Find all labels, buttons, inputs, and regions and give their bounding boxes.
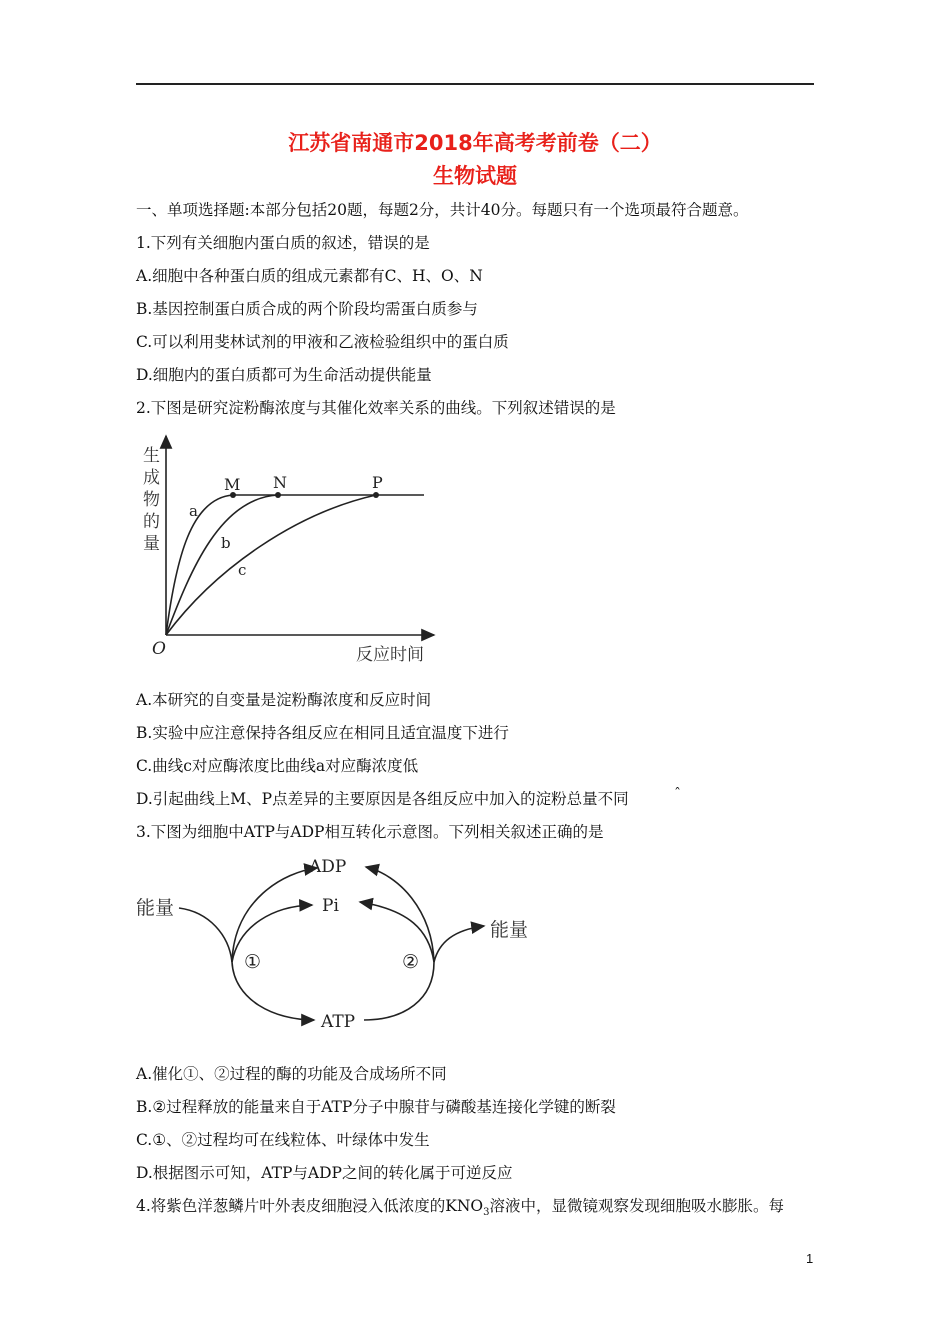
section-intro: 一、单项选择题:本部分包括20题，每题2分，共计40分。每题只有一个选项最符合题意。 [136,201,749,219]
q4-stem [136,1196,784,1223]
q1-option-a: A.细胞中各种蛋白质的组成元素都有C、H、O、N [136,267,483,285]
q3-arrow-adp [232,868,317,962]
q2-option-a: A.本研究的自变量是淀粉酶浓度和反应时间 [136,691,432,709]
q3-arrow-atp-split [364,962,434,1020]
page-number: 1 [806,1251,814,1266]
q2-ylabel-3: 物 [143,490,160,510]
q2-curve-figure [136,428,446,673]
q3-stem: 3.下图为细胞中ATP与ADP相互转化示意图。下列相关叙述正确的是 [136,823,604,841]
q3-arrow-energy-out [434,926,484,962]
q2-point-n [275,492,281,498]
q2-label-n: N [273,473,287,492]
q3-atp-cycle-figure [134,850,544,1035]
q2-ylabel-4: 的 [143,512,160,532]
q1-stem: 1.下列有关细胞内蛋白质的叙述，错误的是 [136,234,430,252]
q2-label-c: c [238,561,247,579]
q3-process2-label: ② [402,951,420,973]
q3-option-d: D.根据图示可知，ATP与ADP之间的转化属于可逆反应 [136,1164,513,1182]
q2-curve-a [166,495,233,635]
q2-label-a: a [189,502,198,520]
q1-option-d: D.细胞内的蛋白质都可为生命活动提供能量 [136,366,432,384]
q3-energy-out-label: 能量 [490,919,529,941]
q3-option-c: C.①、②过程均可在线粒体、叶绿体中发生 [136,1131,430,1149]
q2-option-b: B.实验中应注意保持各组反应在相同且适宜温度下进行 [136,724,509,742]
q2-ylabel-2: 成 [143,468,160,488]
q2-ylabel-1: 生 [143,446,160,466]
q4-stem-after: 溶液中，显微镜观察发现细胞吸水膨胀。每 [489,1197,785,1215]
q3-arrow-to-pi [360,902,434,962]
q2-stem: 2.下图是研究淀粉酶浓度与其催化效率关系的曲线。下列叙述错误的是 [136,399,616,417]
q3-atp-label: ATP [321,1012,356,1032]
q3-arrow-energy-in [179,908,232,962]
page-subtitle: 生物试题 [433,164,517,188]
q2-ylabel-5: 量 [143,534,160,554]
q3-option-a: A.催化①、②过程的酶的功能及合成场所不同 [136,1065,447,1083]
q1-option-c: C.可以利用斐林试剂的甲液和乙液检验组织中的蛋白质 [136,333,509,351]
q2-point-p [373,492,379,498]
q2-label-m: M [224,475,241,494]
q3-process1-label: ① [244,951,262,973]
q2-label-p: P [372,473,383,492]
q3-adp-label: ADP [309,857,347,877]
q2-stray-mark: ˆ [674,786,681,802]
q4-stem-sub: 3 [483,1207,490,1219]
q1-option-b: B.基因控制蛋白质合成的两个阶段均需蛋白质参与 [136,300,478,318]
q2-label-b: b [221,534,231,552]
q2-option-c: C.曲线c对应酶浓度比曲线a对应酶浓度低 [136,757,419,775]
q3-pi-label: Pi [322,896,339,916]
q3-option-b: B.②过程释放的能量来自于ATP分子中腺苷与磷酸基连接化学键的断裂 [136,1098,616,1116]
q3-energy-in-label: 能量 [136,897,175,919]
q4-stem-before: 4.将紫色洋葱鳞片叶外表皮细胞浸入低浓度的KNO [136,1197,484,1215]
q2-x-label: 反应时间 [356,645,424,665]
page-title: 江苏省南通市2018年高考考前卷（二） [288,131,662,155]
header-rule [136,83,814,85]
q2-option-d: D.引起曲线上M、P点差异的主要原因是各组反应中加入的淀粉总量不同 [136,790,629,808]
q2-origin-label: O [152,639,166,659]
